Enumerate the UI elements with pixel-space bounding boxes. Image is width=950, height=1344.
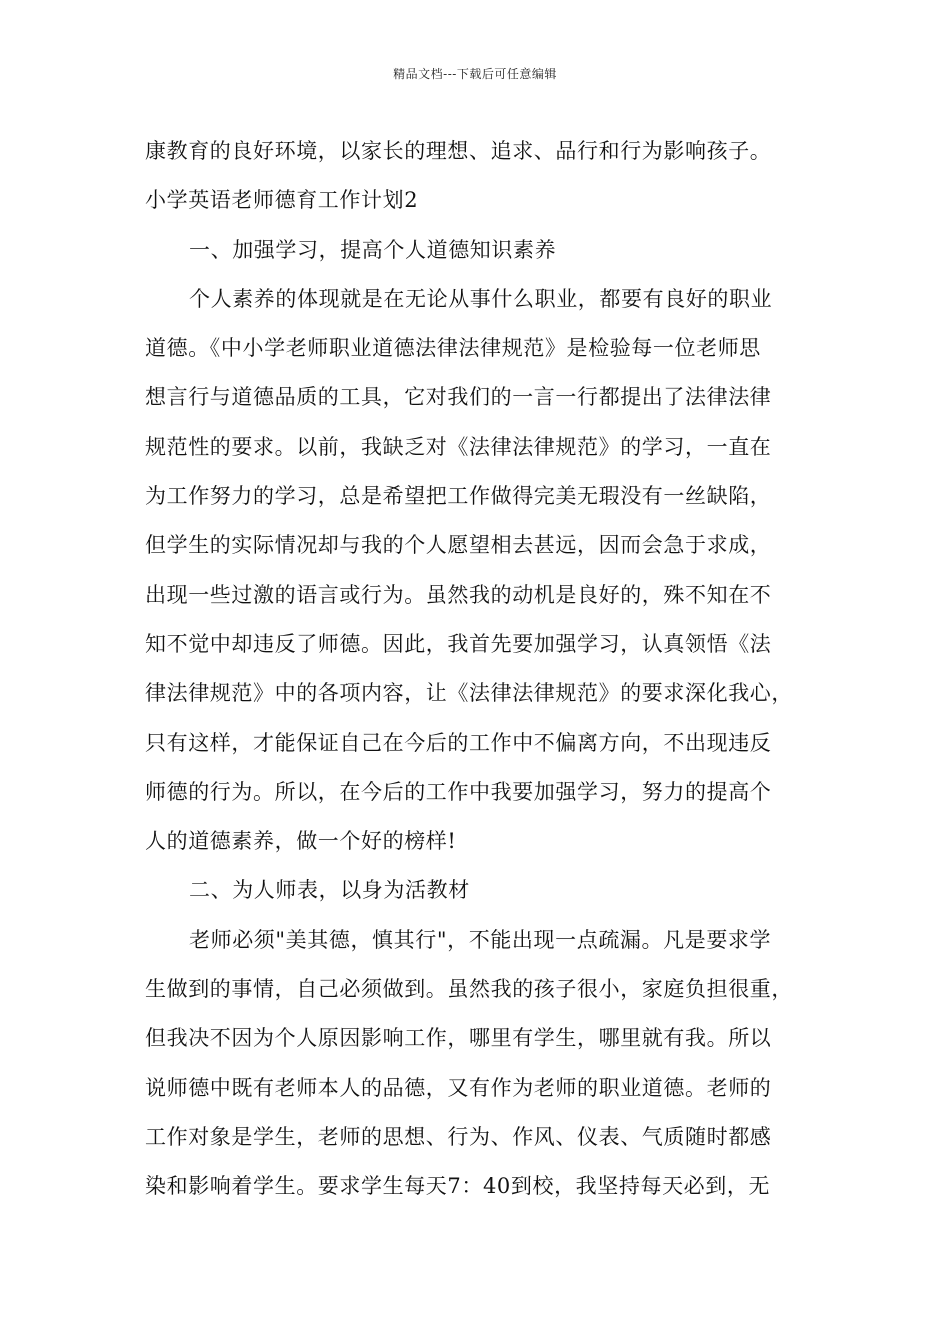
subheading: 二、为人师表，以身为活教材 (189, 878, 470, 903)
text-line: 只有这样，才能保证自己在今后的工作中不偏离方向，不出现违反 (145, 730, 772, 755)
text-line: 律法律规范》中的各项内容，让《法律法律规范》的要求深化我心， (145, 681, 793, 706)
text-line: 规范性的要求。以前，我缺乏对《法律法律规范》的学习，一直在 (145, 434, 772, 459)
document-body (145, 127, 825, 1212)
text-line: 想言行与道德品质的工具，它对我们的一言一行都提出了法律法律 (145, 385, 772, 410)
text-line: 但我决不因为个人原因影响工作，哪里有学生，哪里就有我。所以 (145, 1026, 772, 1051)
text-line: 老师必须"美其德，慎其行"，不能出现一点疏漏。凡是要求学 (189, 927, 772, 952)
text-line: 知不觉中却违反了师德。因此，我首先要加强学习，认真领悟《法 (145, 631, 772, 656)
text-line: 为工作努力的学习，总是希望把工作做得完美无瑕没有一丝缺陷， (145, 484, 772, 509)
text-line: 人的道德素养，做一个好的榜样! (145, 829, 457, 854)
text-line: 生做到的事情，自己必须做到。虽然我的孩子很小，家庭负担很重， (145, 977, 793, 1002)
text-line: 说师德中既有老师本人的品德，又有作为老师的职业道德。老师的 (145, 1075, 772, 1100)
text-line: 道德。《中小学老师职业道德法律法律规范》是检验每一位老师思 (145, 336, 761, 361)
text-line: 出现一些过激的语言或行为。虽然我的动机是良好的，殊不知在不 (145, 582, 772, 607)
text-line: 师德的行为。所以，在今后的工作中我要加强学习，努力的提高个 (145, 779, 772, 804)
text-line: 工作对象是学生，老师的思想、行为、作风、仪表、气质随时都感 (145, 1124, 772, 1149)
subheading: 一、加强学习，提高个人道德知识素养 (189, 237, 557, 262)
text-line: 个人素养的体现就是在无论从事什么职业，都要有良好的职业 (189, 286, 773, 311)
text-line: 染和影响着学生。要求学生每天7：40到校，我坚持每天必到，无 (145, 1174, 771, 1199)
text-line: 康教育的良好环境，以家长的理想、追求、品行和行为影响孩子。 (145, 139, 772, 163)
text-line: 但学生的实际情况却与我的个人愿望相去甚远，因而会急于求成， (145, 533, 772, 558)
page-header: 精品文档---下载后可任意编辑 (393, 67, 557, 81)
section-title: 小学英语老师德育工作计划2 (145, 188, 419, 213)
